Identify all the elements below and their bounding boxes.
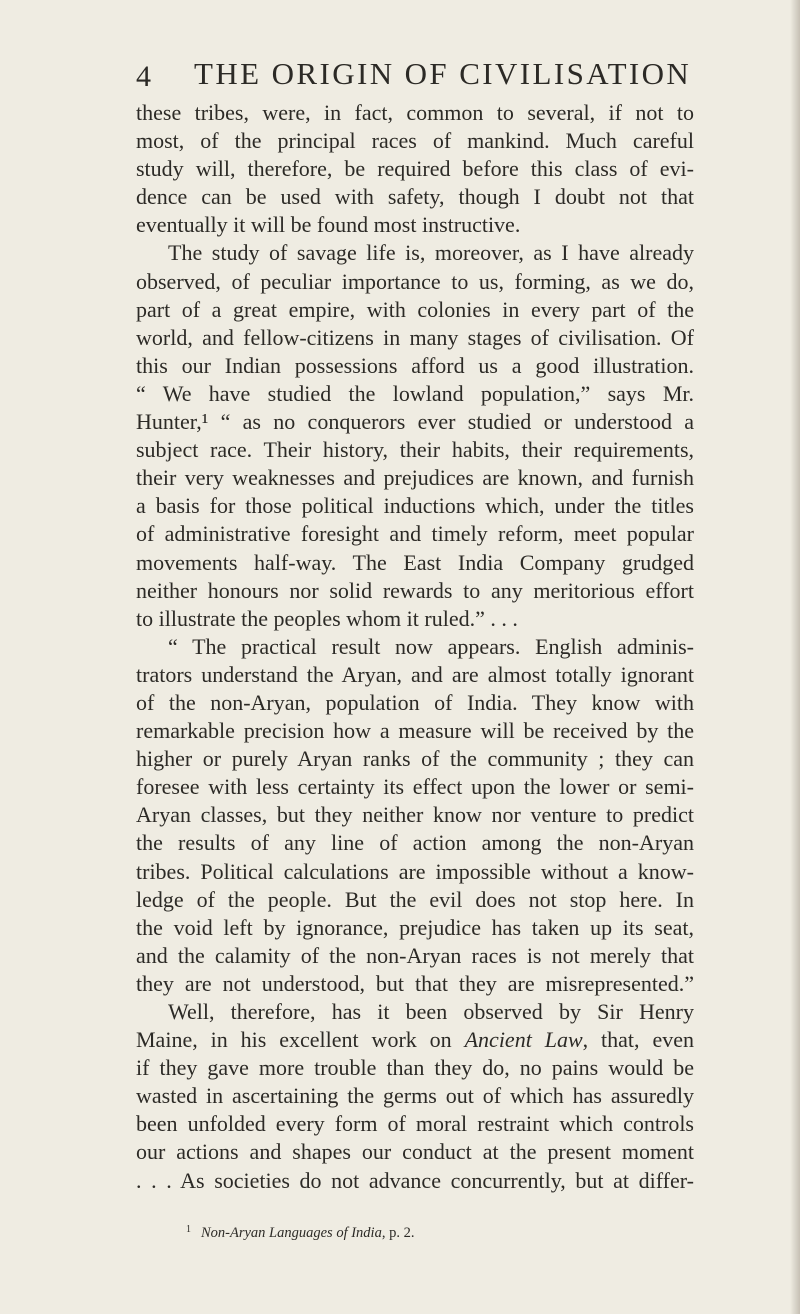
text-line: they are not understood, but that they are misrepresented.”: [136, 970, 694, 996]
page-header: [136, 56, 696, 96]
text-line: neither honours nor solid rewards to any meritorious effort: [136, 577, 694, 603]
text-line: study will, therefore, be required before this class of evi-: [136, 156, 694, 182]
running-head: THE ORIGIN OF CIVILISATION: [194, 56, 692, 91]
text-line: the void left by ignorance, prejudice has taken up its seat,: [136, 914, 694, 940]
text-line: remarkable precision how a measure will be received by the: [136, 718, 694, 744]
footnote-mark: 1: [186, 1224, 191, 1235]
text-line: “ We have studied the lowland population,” says Mr.: [136, 380, 694, 406]
text-line: ledge of the people. But the evil does not stop here. In: [136, 886, 694, 912]
text-line: if they gave more trouble than they do, no pains would be: [136, 1055, 694, 1081]
page-number: 4: [136, 60, 151, 93]
text-line: eventually it will be found most instructive.: [136, 212, 521, 238]
text-line: observed, of peculiar importance to us, forming, as we do,: [136, 268, 694, 294]
text-line: this our Indian possessions afford us a good illustration.: [136, 352, 694, 378]
text-line: part of a great empire, with colonies in every part of the: [136, 296, 694, 322]
text-line: subject race. Their history, their habits, their requirements,: [136, 437, 694, 463]
text-line: wasted in ascertaining the germs out of which has assuredly: [136, 1083, 694, 1109]
text-line: to illustrate the peoples whom it ruled.” . . .: [136, 605, 518, 631]
book-title-ancient-law: Ancient Law: [464, 1027, 583, 1053]
text-line: trators understand the Aryan, and are almost totally ignorant: [136, 661, 694, 687]
text-line: tribes. Political calculations are impossible without a know-: [136, 858, 694, 884]
text-line: “ The practical result now appears. English adminis-: [168, 633, 694, 659]
footnote-page-ref: , p. 2.: [381, 1225, 415, 1241]
text-line: been unfolded every form of moral restraint which controls: [136, 1111, 694, 1137]
page-edge-shadow: [790, 0, 800, 1314]
text-line: . . . As societies do not advance concurrently, but at differ-: [136, 1167, 694, 1193]
text-line: their very weaknesses and prejudices are known, and furnish: [136, 465, 694, 491]
text-line: The study of savage life is, moreover, as I have already: [168, 240, 694, 266]
text-line: Well, therefore, has it been observed by Sir Henry: [168, 999, 694, 1024]
text-line: movements half-way. The East India Company grudged: [136, 549, 694, 575]
text-line: most, of the principal races of mankind. Much careful: [136, 128, 694, 154]
text-line: higher or purely Aryan ranks of the community ; they can: [136, 746, 694, 772]
text-line: foresee with less certainty its effect upon the lower or semi-: [136, 774, 694, 800]
text-line: Maine, in his excellent work on Ancient Law, that, even: [136, 1027, 694, 1053]
footnote-title: Non-Aryan Languages of India: [201, 1225, 382, 1241]
text-line: Hunter,¹ “ as no conquerors ever studied or understood a: [136, 409, 694, 435]
text-line: and the calamity of the non-Aryan races is not merely that: [136, 942, 694, 968]
text-line: Aryan classes, but they neither know nor venture to predict: [136, 802, 694, 828]
text-line: the results of any line of action among the non-Aryan: [136, 830, 694, 856]
text-line: a basis for those political inductions which, under the titles: [136, 493, 694, 519]
text-line: dence can be used with safety, though I doubt not that: [136, 184, 694, 210]
text-line: our actions and shapes our conduct at the present moment: [136, 1139, 694, 1165]
text-line: of administrative foresight and timely reform, meet popular: [136, 521, 694, 547]
footnote: [186, 1224, 414, 1242]
body-text: [136, 99, 694, 1195]
text-line: world, and fellow-citizens in many stages of civilisation. Of: [136, 324, 694, 350]
text-line: of the non-Aryan, population of India. They know with: [136, 689, 694, 715]
text-line: these tribes, were, in fact, common to several, if not to: [136, 100, 694, 125]
